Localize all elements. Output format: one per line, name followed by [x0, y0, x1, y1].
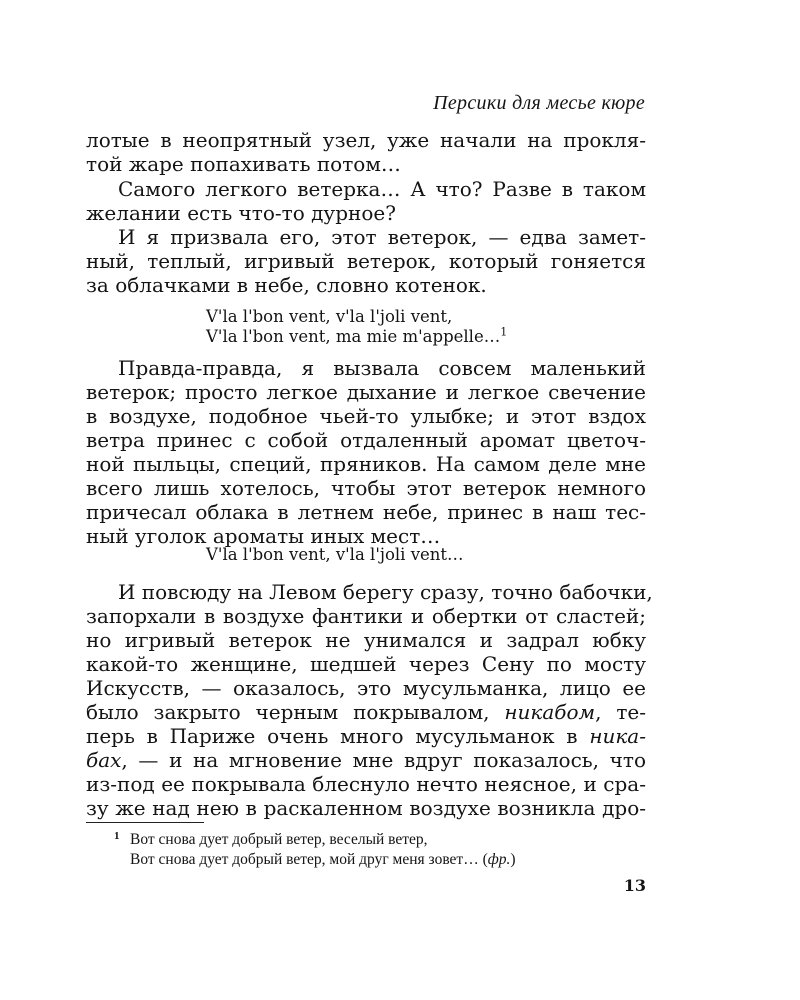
paragraph-first-line: И повсюду на Левом берегу сразу, точно бабочки, — [118, 580, 653, 604]
text-line: желании есть что-то дурное? — [86, 201, 396, 225]
text-line: запорхали в воздухе фантики и обертки от сластей; — [86, 604, 646, 628]
footnote-number: 1 — [114, 830, 120, 842]
text-segment: было закрыто черным покрывалом, — [86, 700, 490, 724]
text-line: причесал облака в летнем небе, принес в наш тес- — [86, 500, 646, 524]
text-segment: перь в Париже очень много мусульманок в — [86, 724, 578, 748]
footnote-text: Вот снова дует добрый ветер, мой друг меня зовет… ( — [130, 851, 488, 868]
text-line: ный уголок ароматы иных мест… — [86, 524, 441, 548]
paragraph-first-line: И я призвала его, этот ветерок, — едва замет- — [118, 225, 646, 249]
text-line: всего лишь хотелось, чтобы этот ветерок немного — [86, 476, 646, 500]
verse-line — [206, 327, 507, 347]
text-segment: , те- — [595, 700, 647, 724]
footnote-text: ) — [510, 851, 516, 868]
footnote-line — [114, 830, 428, 849]
text-line: ветра принес с собой отдаленный аромат цветоч- — [86, 428, 646, 452]
footnote-language-abbr: фр. — [487, 851, 511, 868]
footnote-text: Вот снова дует добрый ветер, веселый ветер, — [130, 831, 428, 848]
verse-line: V'la l'bon vent, v'la l'joli vent… — [206, 545, 464, 564]
italic-word: бах — [86, 748, 122, 772]
text-line: Искусств, — оказалось, это мусульманка, лицо ее — [86, 676, 646, 700]
text-segment: , — и на мгновение мне вдруг показалось, что — [121, 748, 646, 772]
footnote-line — [130, 850, 516, 869]
text-line: зу же над нею в раскаленном воздухе возникла дро- — [86, 796, 646, 820]
footnote-reference[interactable]: 1 — [500, 325, 508, 339]
text-line — [86, 700, 646, 724]
text-line: в воздухе, подобное чьей-то улыбке; и этот вздох — [86, 404, 646, 428]
text-line — [86, 724, 646, 748]
text-line: ветерок; просто легкое дыхание и легкое свечение — [86, 380, 646, 404]
footnote-rule — [86, 822, 204, 823]
text-line: ной пыльцы, специй, пряников. На самом деле мне — [86, 452, 646, 476]
running-head: Персики для месье кюре — [433, 92, 645, 114]
text-line: но игривый ветерок не унимался и задрал юбку — [86, 628, 646, 652]
text-line: лотые в неопрятный узел, уже начали на прокля- — [86, 128, 646, 152]
italic-word: ника- — [589, 724, 646, 748]
paragraph-first-line: Самого легкого ветерка… А что? Разве в таком — [118, 177, 646, 201]
text-line: ный, теплый, игривый ветерок, который гоняется — [86, 249, 646, 273]
verse-line: V'la l'bon vent, v'la l'joli vent, — [206, 307, 453, 326]
verse-line-text: V'la l'bon vent, ma mie m'appelle… — [206, 327, 501, 346]
italic-word: никабом — [504, 700, 596, 724]
text-line: из-под ее покрывала блеснуло нечто неясное, и сра- — [86, 772, 646, 796]
text-line: той жаре попахивать потом… — [86, 152, 401, 176]
text-line: какой-то женщине, шедшей через Сену по мосту — [86, 652, 646, 676]
paragraph-first-line: Правда-правда, я вызвала совсем маленький — [118, 356, 646, 380]
text-line — [86, 748, 646, 772]
page-number: 13 — [623, 876, 646, 895]
text-line: за облачками в небе, словно котенок. — [86, 273, 487, 297]
